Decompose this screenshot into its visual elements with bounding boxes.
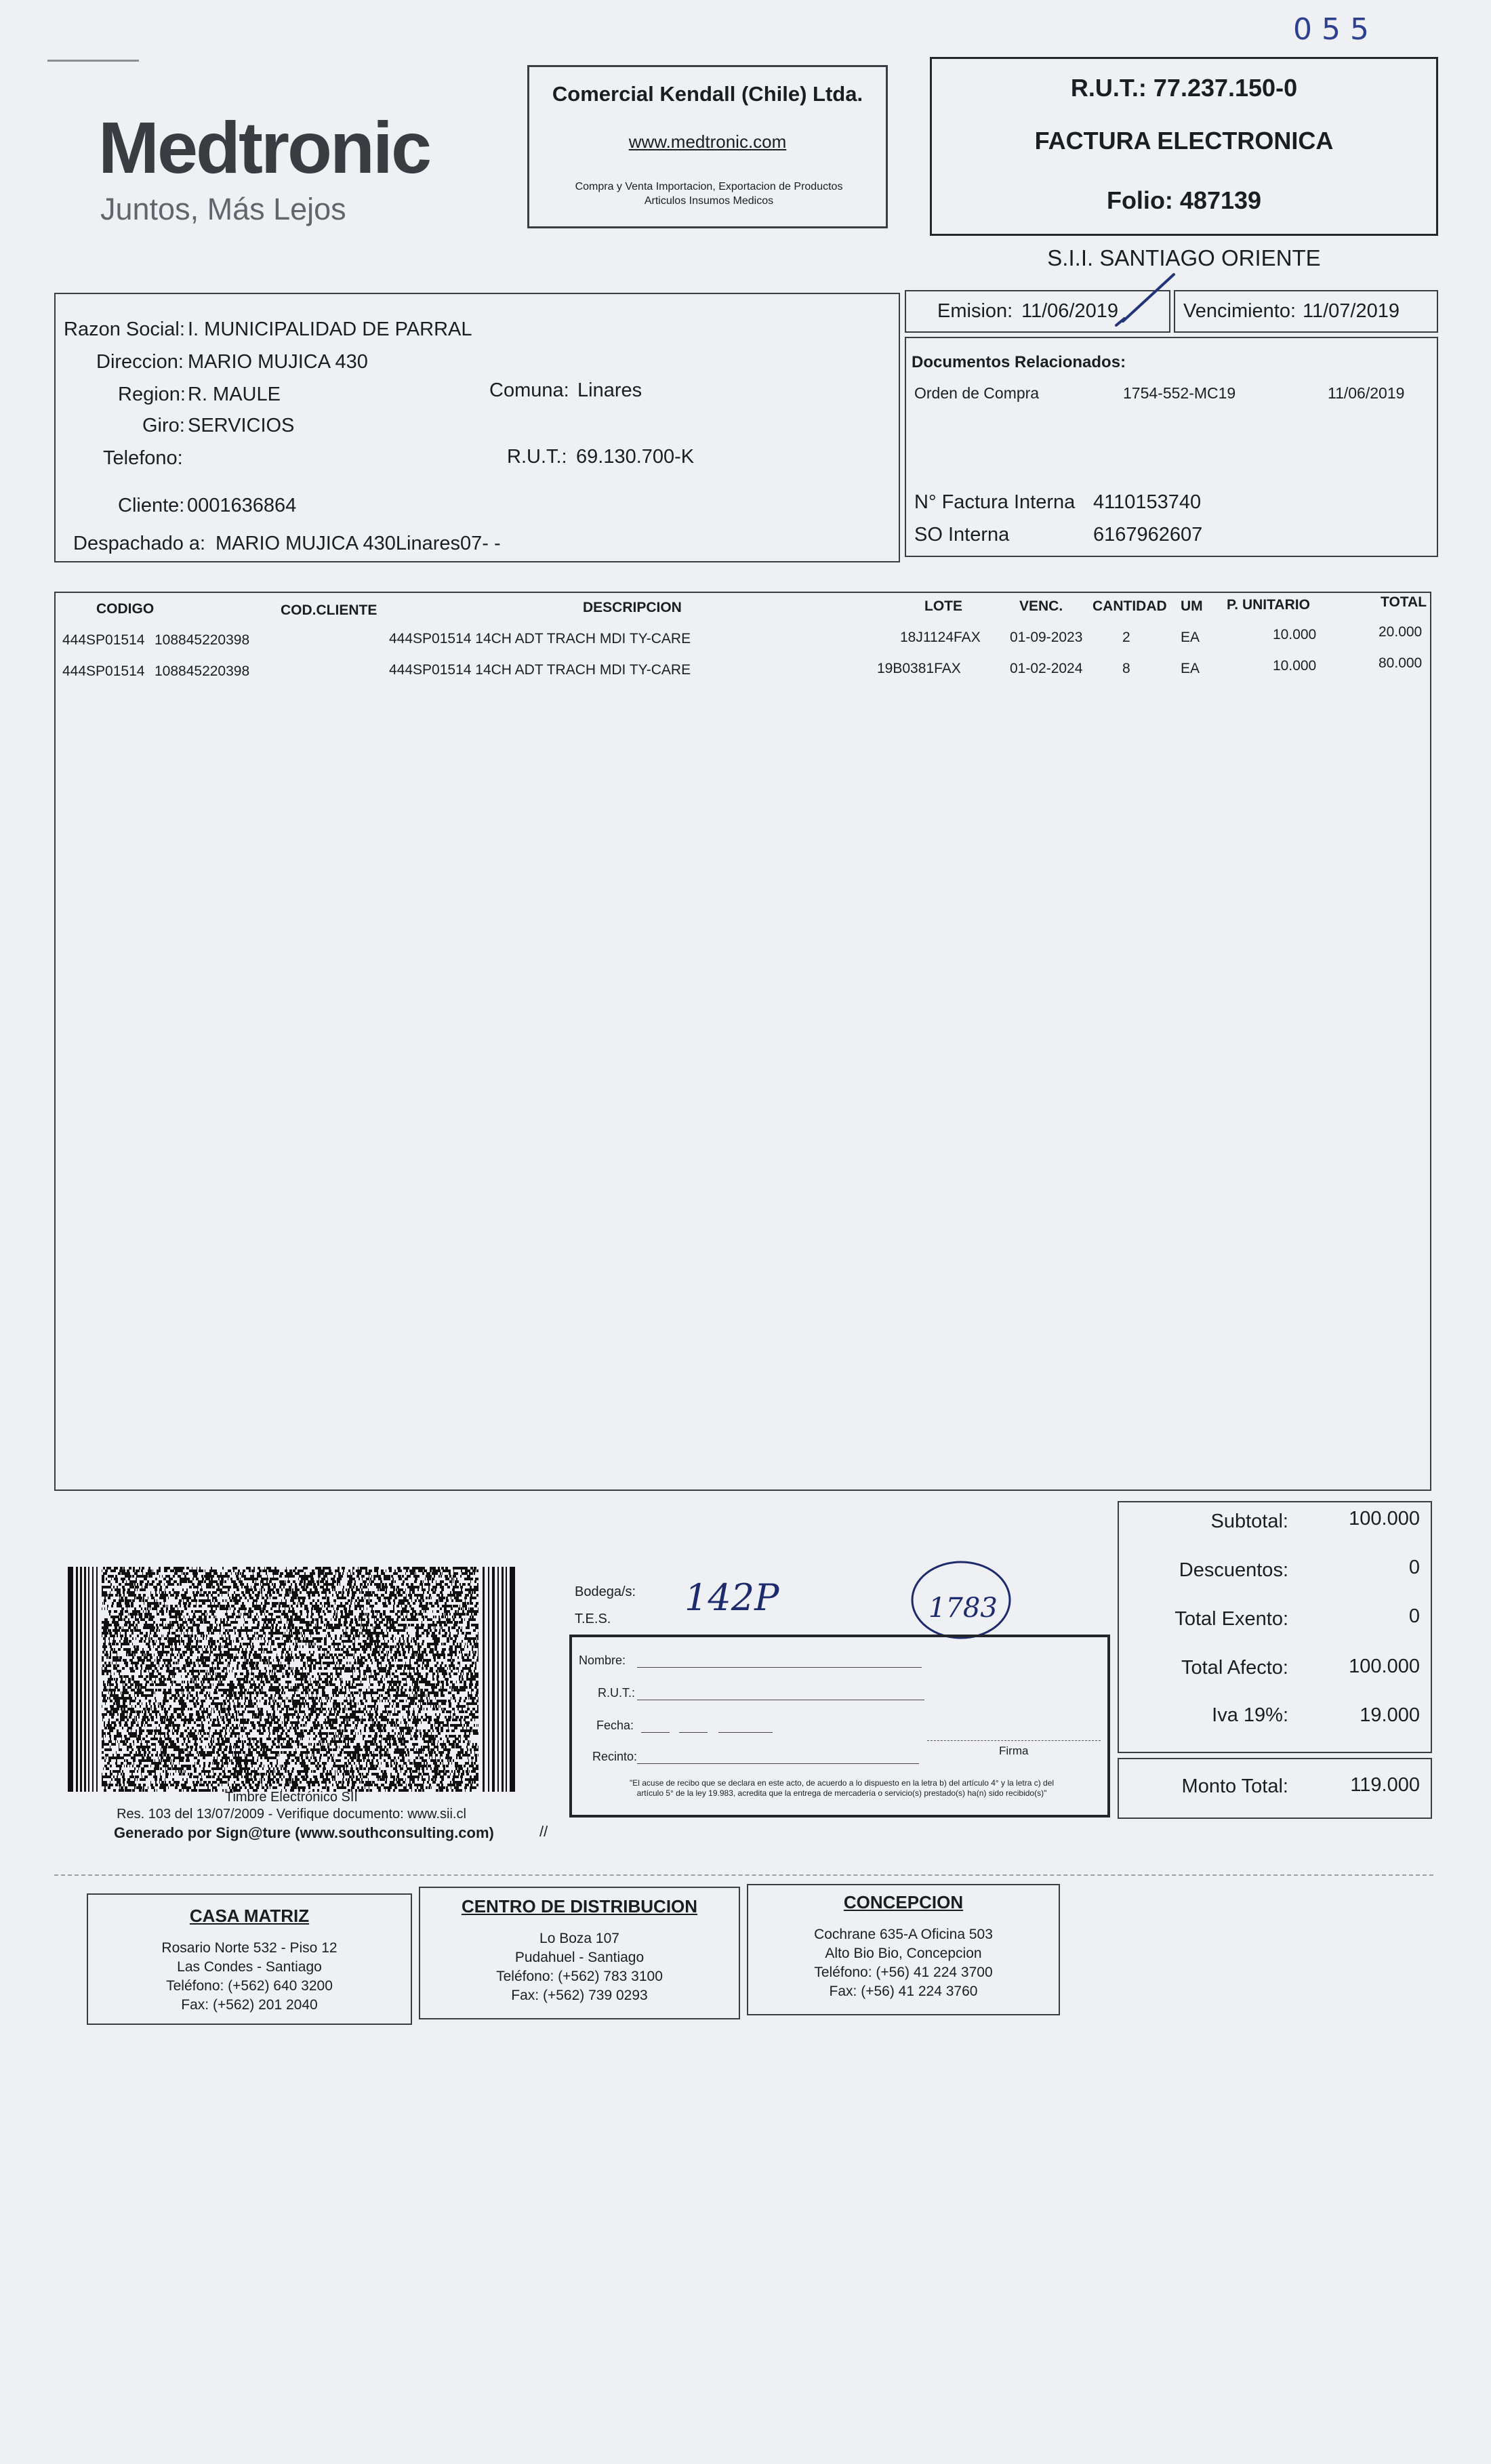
branch-line: Fax: (+562) 201 2040 (181, 1997, 318, 2013)
iva-label: Iva 19%: (1212, 1704, 1288, 1726)
column-header: LOTE (924, 598, 962, 614)
table-row (56, 655, 1430, 686)
receipt-rut-label: R.U.T.: (598, 1686, 636, 1700)
due-date-label: Vencimiento: (1183, 300, 1296, 322)
branch-casa-matriz (87, 1893, 412, 2025)
emission-date-box (905, 290, 1170, 333)
stamp-caption (54, 1789, 529, 1823)
cliente-value: 0001636864 (187, 495, 297, 516)
branch-line: Teléfono: (+56) 41 224 3700 (814, 1965, 993, 1980)
item-total: 20.000 (1378, 624, 1423, 640)
column-header: UM (1181, 598, 1203, 614)
branch-concepcion (747, 1884, 1060, 2015)
giro-value: SERVICIOS (188, 415, 295, 436)
recinto-label: Recinto: (592, 1750, 638, 1763)
nombre-label: Nombre: (579, 1654, 626, 1667)
nombre-line[interactable] (637, 1667, 922, 1668)
issuer-description-line: Articulos Insumos Medicos (644, 195, 774, 207)
despachado-value: MARIO MUJICA 430Linares07- - (216, 533, 501, 554)
item-lote: 19B0381FAX (877, 661, 961, 676)
region-value: R. MAULE (188, 384, 281, 405)
internal-invoice-label: N° Factura Interna (914, 491, 1076, 513)
item-codigo: 444SP01514 (62, 663, 145, 679)
branch-address (748, 1925, 1059, 2001)
totals-box (1118, 1501, 1432, 1753)
branch-line: Lo Boza 107 (539, 1931, 619, 1946)
issuer-rut: R.U.T.: 77.237.150-0 (1070, 74, 1298, 102)
item-venc: 01-02-2024 (1010, 661, 1083, 676)
slash-mark: // (539, 1823, 548, 1840)
issuer-name: Comercial Kendall (Chile) Ltda. (552, 82, 863, 106)
issuer-website[interactable]: www.medtronic.com (628, 131, 787, 152)
firma-label: Firma (999, 1744, 1029, 1757)
column-header: CODIGO (96, 601, 155, 617)
branch-title: CASA MATRIZ (189, 1906, 310, 1926)
related-doc-type: Orden de Compra (914, 384, 1040, 402)
handwritten-bodega-code: 142P (685, 1576, 779, 1619)
receipt-acknowledgment-box (569, 1635, 1110, 1818)
branch-title: CONCEPCION (843, 1892, 964, 1912)
total-exento-label: Total Exento: (1175, 1608, 1288, 1630)
invoice-id-box (930, 57, 1438, 236)
fecha-line-year[interactable] (718, 1732, 773, 1733)
generated-by: Generado por Sign@ture (www.southconsulting.com) (114, 1824, 494, 1841)
item-total: 80.000 (1378, 655, 1423, 671)
comuna-label: Comuna: (489, 379, 569, 401)
item-codigo: 444SP01514 (62, 632, 145, 648)
fecha-label: Fecha: (596, 1719, 634, 1732)
descuentos-value: 0 (1408, 1557, 1420, 1578)
subtotal-value: 100.000 (1349, 1508, 1420, 1529)
branch-line: Rosario Norte 532 - Piso 12 (161, 1940, 338, 1956)
total-afecto-label: Total Afecto: (1181, 1657, 1288, 1679)
corner-page-mark: 055 (1293, 12, 1378, 47)
item-cod-cliente: 108845220398 (155, 632, 250, 648)
branch-address (420, 1929, 739, 2005)
column-header: COD.CLIENTE (281, 602, 377, 618)
subtotal-label: Subtotal: (1210, 1511, 1288, 1532)
despachado-label: Despachado a: (73, 533, 206, 554)
column-header: CANTIDAD (1092, 598, 1167, 614)
folio-number: Folio: 487139 (1106, 186, 1262, 214)
razon-social-label: Razon Social: (64, 319, 185, 340)
tes-label: T.E.S. (575, 1611, 611, 1626)
giro-label: Giro: (142, 415, 185, 436)
logo-divider (47, 60, 139, 62)
branch-line: Teléfono: (+562) 783 3100 (496, 1969, 663, 1984)
legal-notice-line: "El acuse de recibo que se declara en este acto, de acuerdo a lo dispuesto en la letra b) del artículo 4° y la letra c) del (629, 1778, 1055, 1788)
total-exento-value: 0 (1408, 1605, 1420, 1627)
item-cantidad: 2 (1122, 630, 1130, 645)
comuna-value: Linares (577, 379, 642, 401)
due-date: 11/07/2019 (1303, 300, 1400, 322)
branch-line: Cochrane 635-A Oficina 503 (814, 1927, 993, 1942)
direccion-label: Direccion: (96, 351, 184, 373)
column-header: TOTAL (1381, 594, 1427, 610)
cliente-label: Cliente: (118, 495, 185, 516)
grand-total-box (1118, 1758, 1432, 1819)
handwritten-circled-number: 1783 (928, 1593, 998, 1624)
region-label: Region: (118, 384, 186, 405)
telefono-label: Telefono: (103, 447, 183, 469)
so-internal-label: SO Interna (914, 524, 1010, 546)
branch-line: Fax: (+562) 739 0293 (511, 1988, 648, 2003)
client-rut-value: 69.130.700-K (576, 446, 695, 468)
emission-label: Emision: (937, 300, 1013, 322)
client-info-box (54, 293, 900, 562)
document-type: FACTURA ELECTRONICA (1034, 127, 1334, 155)
branch-line: Pudahuel - Santiago (514, 1950, 645, 1965)
column-header: P. UNITARIO (1227, 597, 1310, 613)
section-separator (54, 1874, 1433, 1876)
recinto-line[interactable] (637, 1763, 919, 1764)
branch-line: Alto Bio Bio, Concepcion (825, 1946, 982, 1961)
item-p-unitario: 10.000 (1273, 658, 1317, 674)
emission-date: 11/06/2019 (1021, 300, 1118, 322)
internal-invoice-value: 4110153740 (1093, 491, 1202, 513)
column-header: VENC. (1019, 598, 1063, 614)
total-afecto-value: 100.000 (1349, 1656, 1420, 1677)
bodega-label: Bodega/s: (575, 1584, 636, 1599)
issuer-description (550, 180, 868, 208)
related-doc-date: 11/06/2019 (1328, 384, 1405, 402)
related-documents-box (905, 337, 1438, 557)
related-docs-title: Documentos Relacionados: (912, 353, 1126, 371)
grand-total-label: Monto Total: (1181, 1775, 1288, 1797)
legal-notice-line: artículo 5° de la ley 19.983, acredita que la entrega de mercadería o servicio(s) prestado(s) ha(n) sido recibido(s)" (636, 1788, 1047, 1798)
column-header: DESCRIPCION (583, 600, 682, 615)
branch-line: Las Condes - Santiago (177, 1959, 322, 1975)
handwritten-circle (907, 1556, 1015, 1644)
item-venc: 01-09-2023 (1010, 630, 1083, 645)
stamp-caption-title: Timbre Electrónico SII (225, 1790, 358, 1805)
branch-line: Teléfono: (+562) 640 3200 (166, 1978, 333, 1994)
issuer-description-line: Compra y Venta Importacion, Exportacion de Productos (575, 181, 843, 192)
descuentos-label: Descuentos: (1179, 1559, 1288, 1581)
item-cantidad: 8 (1122, 661, 1130, 676)
legal-notice (577, 1778, 1106, 1799)
brand-tagline: Juntos, Más Lejos (100, 192, 346, 226)
client-rut-label: R.U.T.: (507, 446, 567, 468)
branch-centro-distribucion (419, 1887, 740, 2019)
item-um: EA (1181, 630, 1200, 645)
direccion-value: MARIO MUJICA 430 (188, 351, 368, 373)
issuer-box (527, 65, 888, 228)
item-lote: 18J1124FAX (900, 630, 981, 645)
branch-title: CENTRO DE DISTRIBUCION (461, 1896, 698, 1916)
signature-line[interactable] (927, 1740, 1101, 1741)
grand-total-value: 119.000 (1350, 1774, 1420, 1796)
due-date-box (1174, 290, 1438, 333)
fecha-line-month[interactable] (679, 1732, 708, 1733)
sii-electronic-stamp-barcode (68, 1567, 515, 1792)
item-descripcion: 444SP01514 14CH ADT TRACH MDI TY-CARE (389, 662, 691, 678)
item-descripcion: 444SP01514 14CH ADT TRACH MDI TY-CARE (389, 631, 691, 646)
iva-value: 19.000 (1360, 1704, 1420, 1726)
branch-line: Fax: (+56) 41 224 3760 (829, 1984, 978, 1999)
so-internal-value: 6167962607 (1093, 524, 1203, 546)
fecha-line-day[interactable] (641, 1732, 670, 1733)
razon-social-value: I. MUNICIPALIDAD DE PARRAL (188, 319, 472, 340)
line-items-table (54, 592, 1431, 1491)
stamp-caption-resolution: Res. 103 del 13/07/2009 - Verifique documento: www.sii.cl (117, 1807, 466, 1822)
brand-logo: Medtronic (98, 106, 430, 188)
sii-office: S.I.I. SANTIAGO ORIENTE (1047, 245, 1321, 270)
table-row (56, 624, 1430, 655)
item-cod-cliente: 108845220398 (155, 663, 250, 679)
item-p-unitario: 10.000 (1273, 627, 1317, 642)
branch-address (88, 1939, 411, 2015)
related-doc-number: 1754-552-MC19 (1123, 384, 1236, 402)
item-um: EA (1181, 661, 1200, 676)
